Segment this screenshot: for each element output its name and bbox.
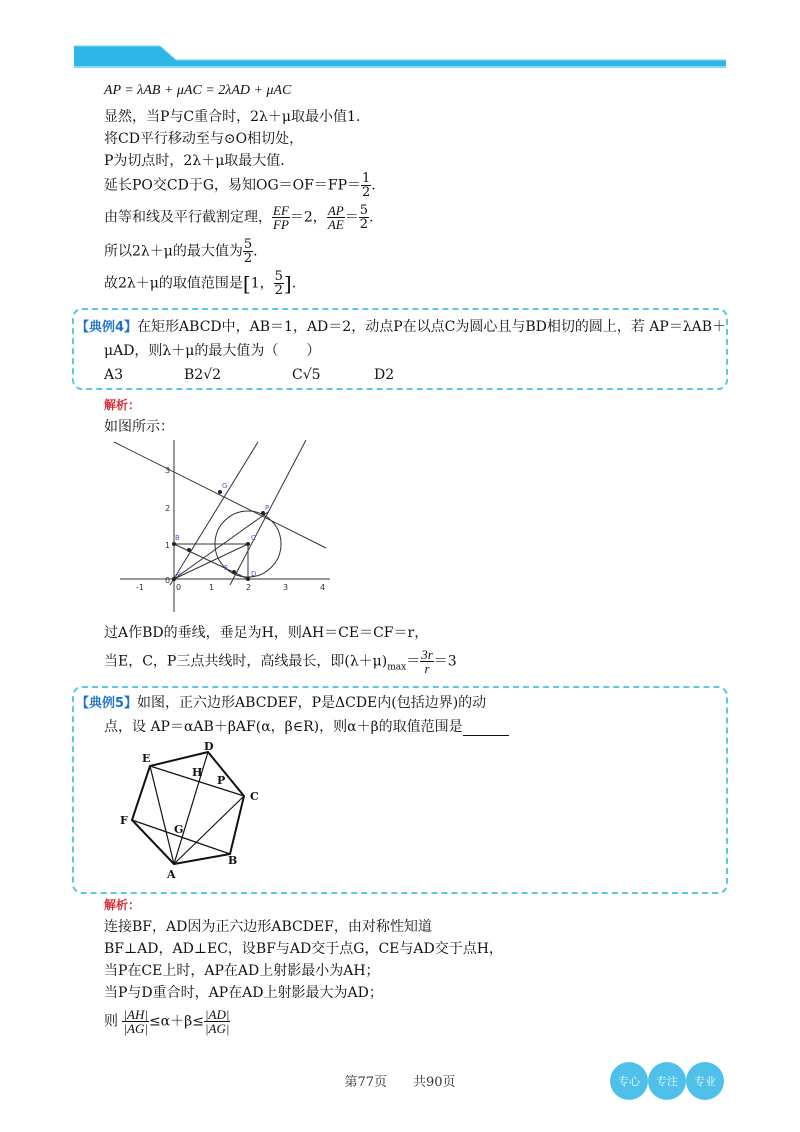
- badge-focus: 专心: [610, 1062, 648, 1100]
- vertex-d-label: D: [204, 740, 214, 753]
- text-line: 显然，当P与C重合时，2λ＋μ取最小值1.: [104, 109, 361, 125]
- tick-y1: 1: [165, 541, 171, 550]
- text-line: P为切点时，2λ＋μ取最大值.: [104, 153, 285, 169]
- text-line: 如图所示：: [104, 419, 174, 435]
- solution5-label: 解析：: [104, 898, 141, 912]
- tick-x0: 0: [176, 583, 182, 592]
- vector-equation: AP = λAB + μAC = 2λAD + μAC: [104, 83, 292, 98]
- vertex-f-label: F: [120, 814, 128, 827]
- answer-blank: [463, 723, 509, 736]
- option-a: A3: [104, 367, 124, 383]
- example4-line2: μAD，则λ＋μ的最大值为（ ）: [104, 343, 321, 359]
- example5-line2: 点，设 AP＝αAB＋βAF(α，β∈R)，则α＋β的取值范围是: [104, 718, 509, 736]
- option-d: D2: [374, 367, 395, 383]
- point-e-label: E: [224, 564, 229, 572]
- point-b-label: B: [175, 534, 180, 542]
- text-line: 延长PO交CD于G，易知OG＝OF＝FP＝ $\frac{1}{2}$ .: [104, 171, 376, 200]
- text-line: 连接BF，AD因为正六边形ABCDEF，由对称性知道: [104, 919, 432, 935]
- tick-xm1: -1: [136, 583, 144, 592]
- point-d-label: D: [251, 570, 257, 578]
- text-line: 故2λ＋μ的取值范围是[1， $\frac{5}{2}$ ].: [104, 269, 297, 298]
- vertex-a-label: A: [167, 868, 176, 880]
- point-c-label: C: [251, 534, 256, 542]
- text-line: 将CD平行移动至与⊙O相切处，: [104, 131, 304, 147]
- tick-y0: 0: [165, 576, 171, 585]
- text-line: 所以2λ＋μ的最大值为 $\frac{5}{2}$ .: [104, 237, 258, 266]
- text-line: 当E，C，P三点共线时，高线最长，即$(\lambda+\mu)_{max}=$ $\frac{3r}{r}$ ＝3: [104, 647, 457, 676]
- point-p-label: P: [265, 504, 270, 512]
- page-number: 第77页 共90页: [344, 1075, 456, 1090]
- text-line: 由等和线及平行截割定理， $\frac{EF}{FP}$ ＝2， $\frac{AP}{AE}$ ＝ $\frac{5}{2}$ .: [104, 203, 374, 232]
- example4-tag: 【典例4】: [76, 320, 138, 335]
- text-line: 当P在CE上时，AP在AD上射影最小为AH；: [104, 963, 380, 979]
- tick-x1: 1: [209, 583, 215, 592]
- vertex-e-label: E: [142, 752, 151, 765]
- badge-attention: 专注: [648, 1062, 686, 1100]
- tick-y2: 2: [165, 504, 171, 513]
- vertex-c-label: C: [250, 790, 259, 803]
- tick-x3: 3: [283, 583, 289, 592]
- hexagon-figure: [112, 740, 272, 880]
- solution4-label: 解析：: [104, 398, 141, 412]
- text-line: 当P与D重合时，AP在AD上射影最大为AD；: [104, 985, 383, 1001]
- point-g-label: G: [174, 823, 184, 836]
- tick-x4: 4: [320, 583, 326, 592]
- text-line: 过A作BD的垂线，垂足为H，则AH＝CE＝CF＝r，: [104, 625, 429, 641]
- option-c: C√5: [292, 367, 321, 383]
- vertex-b-label: B: [228, 854, 238, 867]
- text-line: BF⊥AD，AD⊥EC，设BF与AD交于点G，CE与AD交于点H，: [104, 941, 503, 957]
- header-band: [0, 0, 800, 80]
- point-a-label: A: [176, 570, 181, 578]
- tick-x2: 2: [246, 583, 252, 592]
- point-h-label: H: [192, 766, 203, 779]
- tick-y3: 3: [165, 466, 171, 475]
- example4-line1: 【典例4】在矩形ABCD中，AB＝1，AD＝2，动点P在以点C为圆心且与BD相切的圆上，若 AP＝λAB＋: [76, 319, 727, 335]
- point-p-label: P: [217, 774, 226, 787]
- text-line: 则 $\frac{|AH|}{|AG|}$ ≤α＋β≤ $\frac{|AD|}{|AG|}$: [104, 1007, 230, 1036]
- badge-professional: 专业: [686, 1062, 724, 1100]
- example5-line1: 【典例5】如图，正六边形ABCDEF，P是ΔCDE内(包括边界)的动: [76, 695, 487, 711]
- coordinate-figure: [110, 436, 340, 616]
- example5-tag: 【典例5】: [76, 696, 138, 711]
- point-g-label: G: [222, 482, 228, 490]
- option-b: B2√2: [184, 367, 222, 383]
